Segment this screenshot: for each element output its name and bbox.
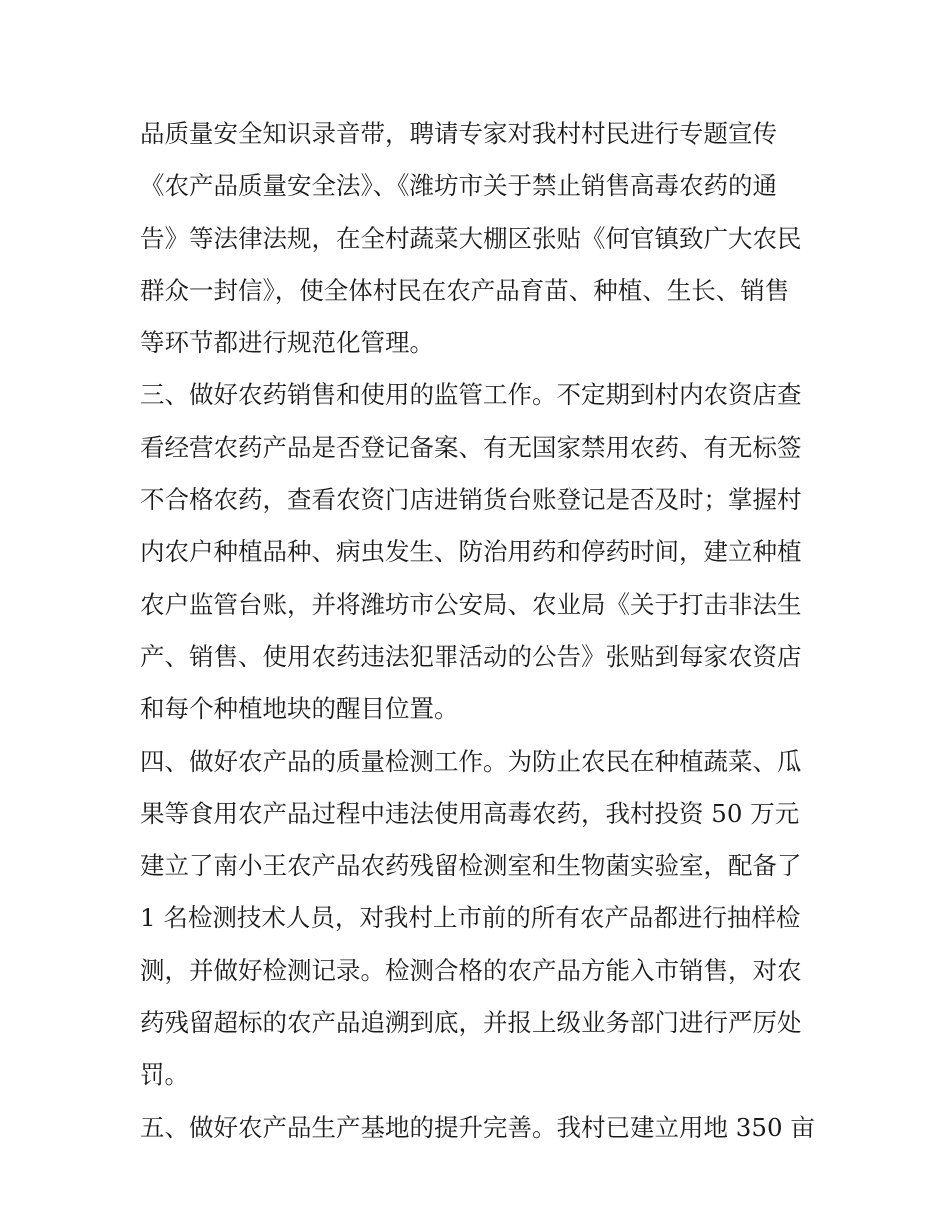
section-heading-line: 四、做好农产品的质量检测工作。为防止农民在种植蔬菜、瓜 (140, 746, 802, 776)
text-line: 不合格农药，查看农资门店进销货台账登记是否及时；掌握村 (140, 485, 802, 515)
text-line: 罚。 (140, 1060, 189, 1090)
text-line: 测，并做好检测记录。检测合格的农产品方能入市销售，对农 (140, 955, 802, 985)
text-line: 和每个种植地块的醒目位置。 (140, 694, 459, 724)
text-line: 农户监管台账，并将潍坊市公安局、农业局《关于打击非法生 (140, 589, 802, 619)
text-line: 告》等法律法规，在全村蔬菜大棚区张贴《何官镇致广大农民 (140, 223, 802, 253)
text-line: 看经营农药产品是否登记备案、有无国家禁用农药、有无标签 (140, 432, 802, 462)
text-line: 建立了南小王农产品农药残留检测室和生物菌实验室，配备了 (140, 851, 802, 881)
text-line: 群众一封信》，使全体村民在农产品育苗、种植、生长、销售 (140, 275, 790, 305)
section-heading-line: 三、做好农药销售和使用的监管工作。不定期到村内农资店查 (140, 380, 802, 410)
text-line: 药残留超标的农产品追溯到底，并报上级业务部门进行严厉处 (140, 1008, 802, 1038)
text-line: 内农户种植品种、病虫发生、防治用药和停药时间，建立种植 (140, 537, 802, 567)
text-line: 等环节都进行规范化管理。 (140, 328, 434, 358)
text-line: 品质量安全知识录音带，聘请专家对我村村民进行专题宣传 (140, 119, 777, 148)
document-body (140, 108, 820, 1154)
text-line: 果等食用农产品过程中违法使用高毒农药，我村投资 50 万元 (140, 798, 800, 828)
text-line: 《农产品质量安全法》、《潍坊市关于禁止销售高毒农药的通 (140, 171, 777, 201)
text-line: 产、销售、使用农药违法犯罪活动的公告》张贴到每家农资店 (140, 641, 802, 671)
text-line: 1 名检测技术人员，对我村上市前的所有农产品都进行抽样检 (140, 903, 801, 933)
section-heading-line: 五、做好农产品生产基地的提升完善。我村已建立用地 350 亩 (140, 1112, 815, 1142)
